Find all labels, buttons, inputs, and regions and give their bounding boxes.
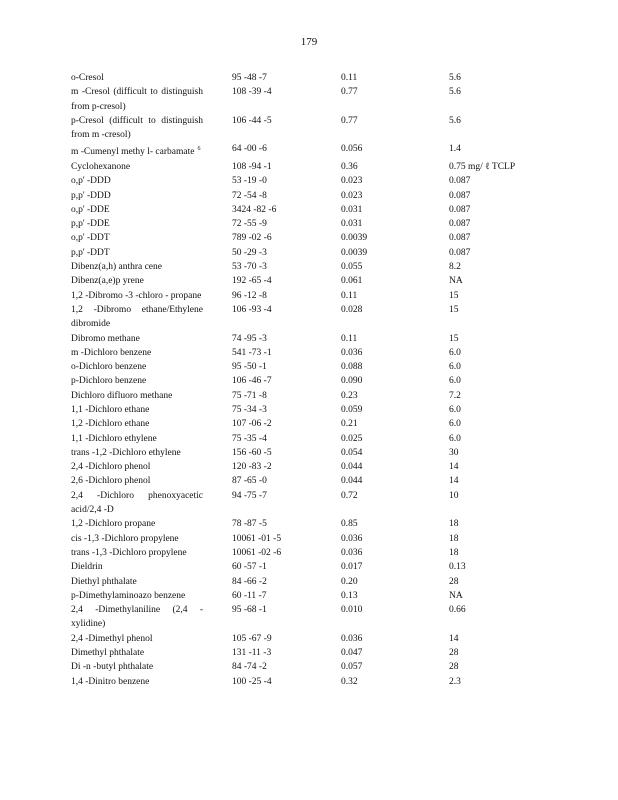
cas-number: 95 -50 -1 (232, 362, 267, 373)
substance-name: 2,6 -Dichloro phenol (71, 476, 151, 487)
concentration-value: 0.010 (341, 605, 363, 616)
substance-name: o-Dichloro benzene (71, 362, 147, 373)
substance-name: o,p' -DDE (71, 204, 110, 215)
table-row (71, 603, 541, 632)
table-row (71, 546, 541, 560)
concentration-value: 0.061 (341, 276, 363, 287)
concentration-value: 0.088 (341, 362, 363, 373)
limit-value: 0.087 (449, 190, 471, 201)
table-row (71, 160, 541, 174)
cas-number: 120 -83 -2 (232, 462, 272, 473)
substance-name: trans -1,2 -Dichloro ethylene (71, 447, 181, 458)
table-row (71, 517, 541, 531)
limit-value: 0.087 (449, 204, 471, 215)
cas-number: 87 -65 -0 (232, 476, 267, 487)
table-row (71, 360, 541, 374)
concentration-value: 0.21 (341, 419, 358, 430)
concentration-value: 0.036 (341, 633, 363, 644)
table-row (71, 174, 541, 188)
cas-number: 107 -06 -2 (232, 419, 272, 430)
table-row (71, 389, 541, 403)
table-row (71, 114, 541, 143)
limit-value: 15 (449, 290, 459, 301)
limit-value: 30 (449, 447, 459, 458)
substance-name: 1,2 -Dibromo ethane/Ethylene dibromide (71, 304, 203, 330)
chemical-table (71, 71, 541, 689)
table-row (71, 274, 541, 288)
limit-value: 0.75 mg/ ℓ TCLP (449, 161, 516, 172)
concentration-value: 0.72 (341, 490, 358, 501)
cas-number: 95 -68 -1 (232, 605, 267, 616)
table-row (71, 575, 541, 589)
substance-name: Dichloro difluoro methane (71, 390, 173, 401)
cas-number: 84 -66 -2 (232, 576, 267, 587)
limit-value: 0.66 (449, 605, 466, 616)
table-row (71, 303, 541, 332)
substance-name: Dibromo methane (71, 333, 140, 344)
cas-number: 100 -25 -4 (232, 676, 272, 687)
table-row (71, 374, 541, 388)
cas-number: 60 -57 -1 (232, 562, 267, 573)
cas-number: 74 -95 -3 (232, 333, 267, 344)
footnote-marker: 6 (197, 146, 201, 153)
table-row (71, 646, 541, 660)
substance-name: 1,2 -Dichloro ethane (71, 419, 150, 430)
table-row (71, 560, 541, 574)
table-row (71, 403, 541, 417)
limit-value: 7.2 (449, 390, 461, 401)
concentration-value: 0.11 (341, 290, 358, 301)
limit-value: 14 (449, 633, 459, 644)
cas-number: 106 -44 -5 (232, 115, 272, 126)
concentration-value: 0.77 (341, 87, 358, 98)
cas-number: 96 -12 -8 (232, 290, 267, 301)
limit-value: 18 (449, 519, 459, 530)
substance-name: p,p' -DDT (71, 247, 110, 258)
limit-value: 0.087 (449, 219, 471, 230)
limit-value: 0.087 (449, 233, 471, 244)
limit-value: 18 (449, 547, 459, 558)
table-row (71, 217, 541, 231)
table-row (71, 675, 541, 689)
concentration-value: 0.036 (341, 347, 363, 358)
cas-number: 60 -11 -7 (232, 590, 267, 601)
concentration-value: 0.36 (341, 161, 358, 172)
limit-value: 6.0 (449, 404, 461, 415)
substance-name: Dieldrin (71, 562, 103, 573)
cas-number: 75 -71 -8 (232, 390, 267, 401)
cas-number: 108 -94 -1 (232, 161, 272, 172)
concentration-value: 0.11 (341, 333, 358, 344)
limit-value: 2.3 (449, 676, 461, 687)
substance-name: 1,2 -Dibromo -3 -chloro - propane (71, 290, 202, 301)
table-row (71, 446, 541, 460)
concentration-value: 0.77 (341, 115, 358, 126)
cas-number: 72 -55 -9 (232, 219, 267, 230)
substance-name: Di -n -butyl phthalate (71, 662, 154, 673)
limit-value: 6.0 (449, 347, 461, 358)
table-row (71, 460, 541, 474)
concentration-value: 0.23 (341, 390, 358, 401)
cas-number: 95 -48 -7 (232, 73, 267, 83)
limit-value: 5.6 (449, 87, 461, 98)
substance-name: 2,4 -Dichloro phenoxyacetic acid/2,4 -D (71, 490, 203, 516)
table-row (71, 632, 541, 646)
concentration-value: 0.044 (341, 476, 363, 487)
table-row (71, 346, 541, 360)
substance-name: m -Cresol (difficult to distinguish from p-cresol) (71, 87, 203, 112)
limit-value: 28 (449, 662, 459, 673)
substance-name: Dibenz(a,h) anthra cene (71, 262, 162, 273)
substance-name: o,p' -DDT (71, 233, 110, 244)
limit-value: 5.6 (449, 115, 461, 126)
table-row (71, 142, 541, 159)
cas-number: 75 -35 -4 (232, 433, 267, 444)
table-row (71, 432, 541, 446)
substance-name: o,p' -DDD (71, 176, 111, 187)
substance-name: 2,4 -Dimethyl phenol (71, 633, 153, 644)
limit-value: 0.13 (449, 562, 466, 573)
cas-number: 108 -39 -4 (232, 87, 272, 98)
limit-value: 5.6 (449, 73, 461, 83)
concentration-value: 0.031 (341, 219, 363, 230)
concentration-value: 0.090 (341, 376, 363, 387)
cas-number: 10061 -01 -5 (232, 533, 282, 544)
substance-name: cis -1,3 -Dichloro propylene (71, 533, 179, 544)
table-row (71, 289, 541, 303)
table-row (71, 332, 541, 346)
table-row (71, 231, 541, 245)
cas-number: 541 -73 -1 (232, 347, 272, 358)
concentration-value: 0.32 (341, 676, 358, 687)
concentration-value: 0.059 (341, 404, 363, 415)
table-row (71, 85, 541, 114)
cas-number: 10061 -02 -6 (232, 547, 282, 558)
concentration-value: 0.056 (341, 144, 363, 155)
substance-name: Cyclohexanone (71, 161, 131, 172)
limit-value: 15 (449, 333, 459, 344)
concentration-value: 0.036 (341, 547, 363, 558)
substance-name: 2,4 -Dimethylaniline (2,4 - xylidine) (71, 605, 203, 630)
cas-number: 131 -11 -3 (232, 648, 272, 659)
cas-number: 84 -74 -2 (232, 662, 267, 673)
cas-number: 53 -19 -0 (232, 176, 267, 187)
cas-number: 192 -65 -4 (232, 276, 272, 287)
limit-value: 6.0 (449, 419, 461, 430)
concentration-value: 0.057 (341, 662, 363, 673)
limit-value: 8.2 (449, 262, 461, 273)
concentration-value: 0.023 (341, 190, 363, 201)
table-row (71, 203, 541, 217)
limit-value: 14 (449, 462, 459, 473)
substance-name: m -Dichloro benzene (71, 347, 152, 358)
concentration-value: 0.0039 (341, 247, 368, 258)
cas-number: 75 -34 -3 (232, 404, 267, 415)
concentration-value: 0.017 (341, 562, 363, 573)
concentration-value: 0.044 (341, 462, 363, 473)
limit-value: 28 (449, 648, 459, 659)
cas-number: 3424 -82 -6 (232, 204, 277, 215)
concentration-value: 0.13 (341, 590, 358, 601)
concentration-value: 0.028 (341, 304, 363, 315)
substance-name: 2,4 -Dichloro phenol (71, 462, 151, 473)
limit-value: 6.0 (449, 433, 461, 444)
concentration-value: 0.031 (341, 204, 363, 215)
substance-name: Dibenz(a,e)p yrene (71, 276, 144, 287)
limit-value: 6.0 (449, 362, 461, 373)
concentration-value: 0.11 (341, 73, 358, 83)
limit-value: 6.0 (449, 376, 461, 387)
substance-name: Diethyl phthalate (71, 576, 137, 587)
cas-number: 53 -70 -3 (232, 262, 267, 273)
limit-value: NA (449, 276, 463, 287)
cas-number: 106 -93 -4 (232, 304, 272, 315)
table-row (71, 489, 541, 518)
table-row (71, 474, 541, 488)
substance-name: p-Dichloro benzene (71, 376, 147, 387)
limit-value: 0.087 (449, 247, 471, 258)
cas-number: 50 -29 -3 (232, 247, 267, 258)
concentration-value: 0.047 (341, 648, 363, 659)
limit-value: 14 (449, 476, 459, 487)
substance-name: p,p' -DDE (71, 219, 110, 230)
substance-name: p-Cresol (difficult to distinguish from m -cresol) (71, 115, 203, 141)
table-row (71, 189, 541, 203)
substance-name: 1,4 -Dinitro benzene (71, 676, 150, 687)
cas-number: 789 -02 -6 (232, 233, 272, 244)
limit-value: NA (449, 590, 463, 601)
concentration-value: 0.054 (341, 447, 363, 458)
limit-value: 0.087 (449, 176, 471, 187)
table-row (71, 246, 541, 260)
concentration-value: 0.85 (341, 519, 358, 530)
substance-name: o-Cresol (71, 73, 104, 83)
cas-number: 94 -75 -7 (232, 490, 267, 501)
limit-value: 28 (449, 576, 459, 587)
substance-name: trans -1,3 -Dichloro propylene (71, 547, 187, 558)
cas-number: 106 -46 -7 (232, 376, 272, 387)
concentration-value: 0.036 (341, 533, 363, 544)
limit-value: 1.4 (449, 144, 461, 155)
cas-number: 72 -54 -8 (232, 190, 267, 201)
cas-number: 105 -67 -9 (232, 633, 272, 644)
table-row (71, 71, 541, 85)
concentration-value: 0.0039 (341, 233, 368, 244)
substance-name: m -Cumenyl methy l- carbamate $^6$ (71, 146, 201, 158)
cas-number: 156 -60 -5 (232, 447, 272, 458)
page-number: 179 (300, 36, 318, 48)
table-row (71, 589, 541, 603)
substance-name: Dimethyl phthalate (71, 648, 145, 659)
limit-value: 10 (449, 490, 459, 501)
cas-number: 78 -87 -5 (232, 519, 267, 530)
substance-name: 1,1 -Dichloro ethane (71, 404, 150, 415)
concentration-value: 0.023 (341, 176, 363, 187)
table-row (71, 660, 541, 674)
table-row (71, 532, 541, 546)
substance-name: 1,2 -Dichloro propane (71, 519, 156, 530)
limit-value: 15 (449, 304, 459, 315)
substance-name: p,p' -DDD (71, 190, 111, 201)
table-row (71, 417, 541, 431)
cas-number: 64 -00 -6 (232, 144, 267, 155)
concentration-value: 0.025 (341, 433, 363, 444)
substance-name: p-Dimethylaminoazo benzene (71, 590, 186, 601)
substance-name: 1,1 -Dichloro ethylene (71, 433, 157, 444)
concentration-value: 0.055 (341, 262, 363, 273)
concentration-value: 0.20 (341, 576, 358, 587)
table-row (71, 260, 541, 274)
limit-value: 18 (449, 533, 459, 544)
